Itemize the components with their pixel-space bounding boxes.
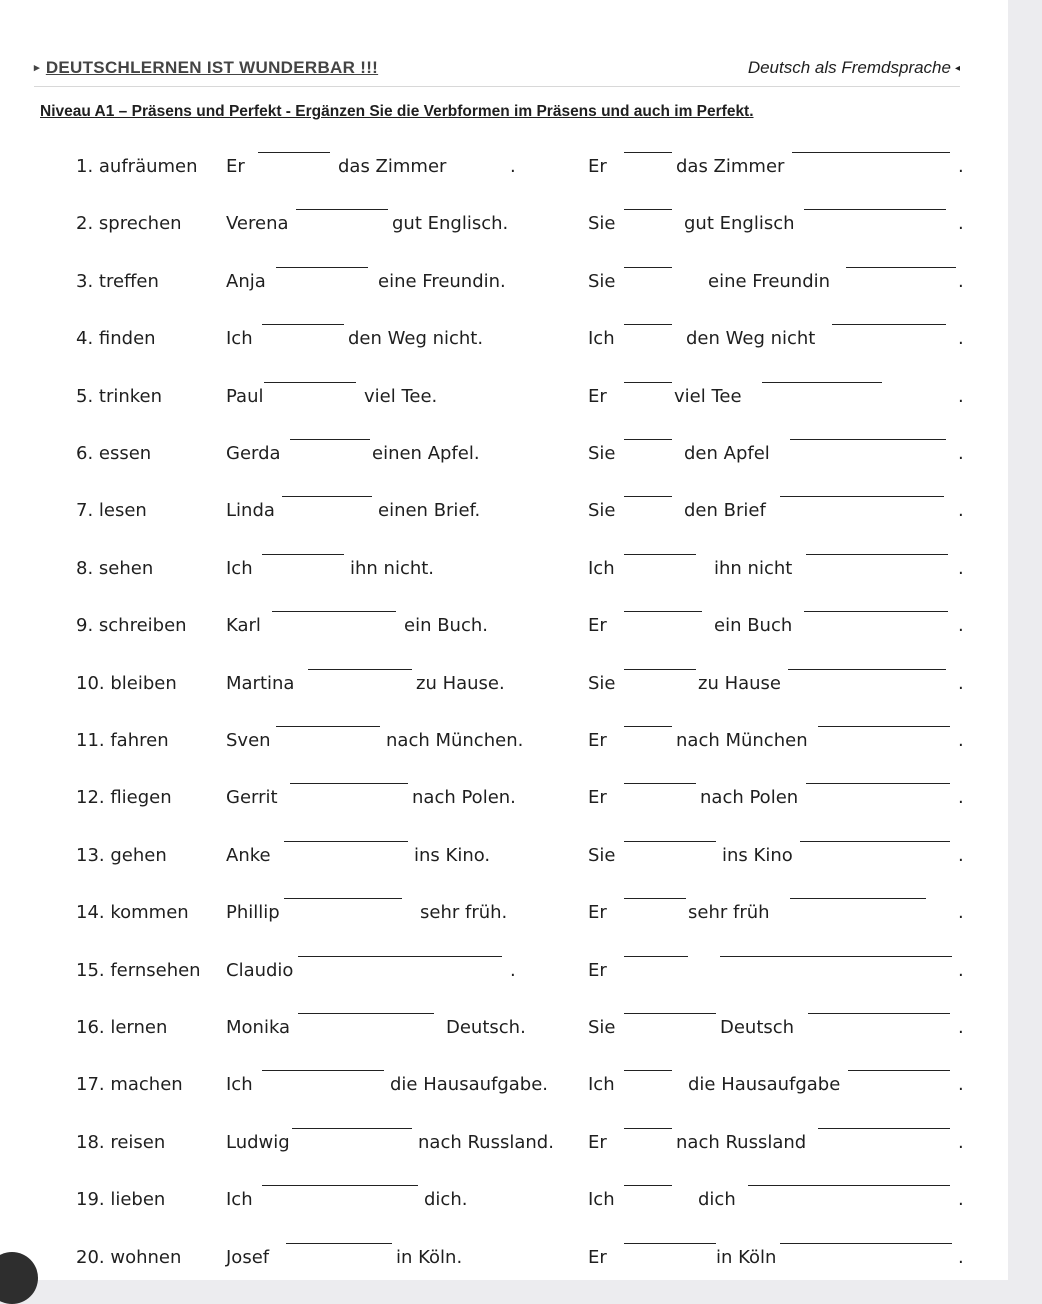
present-sentence-rest: in Köln. xyxy=(396,1246,463,1268)
perfect-participle-blank[interactable] xyxy=(788,669,946,670)
perfect-aux-blank[interactable] xyxy=(624,1070,672,1071)
period-mark: . xyxy=(958,672,964,694)
perfect-subject: Ich xyxy=(588,557,615,579)
perfect-participle-blank[interactable] xyxy=(792,152,950,153)
present-verb-blank[interactable] xyxy=(262,324,344,325)
exercise-row xyxy=(0,1013,1008,1043)
perfect-participle-blank[interactable] xyxy=(720,956,952,957)
exercise-row xyxy=(0,726,1008,756)
perfect-sentence-rest: die Hausaufgabe xyxy=(688,1074,841,1096)
exercise-row xyxy=(0,669,1008,699)
period-mark: . xyxy=(958,730,964,751)
exercise-row xyxy=(0,1243,1008,1273)
perfect-sentence-rest: das Zimmer xyxy=(676,156,785,177)
present-verb-blank[interactable] xyxy=(308,669,412,670)
exercise-row xyxy=(0,783,1008,813)
present-subject: Martina xyxy=(226,672,295,694)
present-verb-blank[interactable] xyxy=(284,841,408,842)
present-verb-blank[interactable] xyxy=(262,1070,384,1071)
perfect-subject: Sie xyxy=(588,844,616,866)
perfect-aux-blank[interactable] xyxy=(624,841,716,842)
period-mark: . xyxy=(958,385,964,407)
perfect-aux-blank[interactable] xyxy=(624,1185,672,1186)
period-mark: . xyxy=(958,1246,964,1268)
perfect-sentence-rest: ihn nicht xyxy=(714,557,793,579)
present-subject: Anke xyxy=(226,844,271,866)
perfect-participle-blank[interactable] xyxy=(808,1013,950,1014)
exercise-row xyxy=(0,1128,1008,1158)
present-subject: Gerda xyxy=(226,443,281,464)
perfect-subject: Sie xyxy=(588,500,616,522)
present-subject: Gerrit xyxy=(226,787,278,809)
present-verb-blank[interactable] xyxy=(284,898,402,899)
perfect-aux-blank[interactable] xyxy=(624,1128,672,1129)
period-mark: . xyxy=(958,787,964,809)
perfect-aux-blank[interactable] xyxy=(624,956,688,957)
present-sentence-rest: den Weg nicht. xyxy=(348,328,484,350)
perfect-aux-blank[interactable] xyxy=(624,1013,716,1014)
period-mark: . xyxy=(958,902,964,924)
exercise-verb-label: 16. lernen xyxy=(76,1017,168,1038)
perfect-subject: Er xyxy=(588,787,607,809)
instruction-line: Niveau A1 – Präsens und Perfekt - Ergänzen Sie die Verbformen im Präsens und auch im Perfekt. xyxy=(40,103,754,120)
perfect-aux-blank[interactable] xyxy=(624,1243,716,1244)
perfect-sentence-rest: den Apfel xyxy=(684,443,770,464)
exercise-row xyxy=(0,209,1008,239)
perfect-subject: Er xyxy=(588,615,607,637)
present-sentence-rest: einen Apfel. xyxy=(372,443,480,464)
perfect-aux-blank[interactable] xyxy=(624,669,696,670)
perfect-subject: Er xyxy=(588,1131,607,1153)
present-subject: Anja xyxy=(226,270,266,292)
perfect-sentence-rest: viel Tee xyxy=(674,385,742,407)
perfect-aux-blank[interactable] xyxy=(624,382,672,383)
perfect-sentence-rest: eine Freundin xyxy=(708,270,831,292)
period-mark: . xyxy=(958,959,964,981)
perfect-aux-blank[interactable] xyxy=(624,554,696,555)
exercise-row xyxy=(0,1185,1008,1215)
perfect-sentence-rest: Deutsch xyxy=(720,1017,795,1038)
perfect-sentence-rest: ein Buch xyxy=(714,615,793,637)
present-subject: Ich xyxy=(226,1074,253,1096)
perfect-aux-blank[interactable] xyxy=(624,439,672,440)
perfect-subject: Er xyxy=(588,902,607,924)
perfect-participle-blank[interactable] xyxy=(846,267,956,268)
perfect-participle-blank[interactable] xyxy=(832,324,946,325)
perfect-aux-blank[interactable] xyxy=(624,611,702,612)
exercise-row xyxy=(0,841,1008,871)
present-sentence-rest: die Hausaufgabe. xyxy=(390,1074,549,1096)
exercise-row xyxy=(0,611,1008,641)
present-subject: Verena xyxy=(226,213,289,235)
perfect-subject: Er xyxy=(588,385,607,407)
perfect-subject: Sie xyxy=(588,443,616,464)
present-sentence-rest: ihn nicht. xyxy=(350,557,435,579)
exercise-verb-label: 18. reisen xyxy=(76,1131,166,1153)
perfect-sentence-rest: gut Englisch xyxy=(684,213,795,235)
present-verb-blank[interactable] xyxy=(298,956,502,957)
perfect-subject: Er xyxy=(588,730,607,751)
period-mark: . xyxy=(958,270,964,292)
perfect-participle-blank[interactable] xyxy=(800,841,950,842)
perfect-participle-blank[interactable] xyxy=(806,783,950,784)
period-mark: . xyxy=(958,1074,964,1096)
exercise-verb-label: 19. lieben xyxy=(76,1189,166,1211)
perfect-aux-blank[interactable] xyxy=(624,496,672,497)
perfect-participle-blank[interactable] xyxy=(762,382,882,383)
present-sentence-rest: zu Hause. xyxy=(416,672,505,694)
present-sentence-rest: dich. xyxy=(424,1189,468,1211)
present-verb-blank[interactable] xyxy=(258,152,330,153)
period-mark: . xyxy=(958,213,964,235)
present-sentence-rest: nach Russland. xyxy=(418,1131,554,1153)
exercise-verb-label: 9. schreiben xyxy=(76,615,187,637)
present-verb-blank[interactable] xyxy=(264,382,356,383)
present-subject: Paul xyxy=(226,385,264,407)
exercise-row xyxy=(0,1070,1008,1100)
period-mark: . xyxy=(958,156,964,177)
present-subject: Phillip xyxy=(226,902,280,924)
exercise-verb-label: 3. treffen xyxy=(76,270,159,292)
present-verb-blank[interactable] xyxy=(262,1185,418,1186)
present-verb-blank[interactable] xyxy=(298,1013,434,1014)
exercise-verb-label: 10. bleiben xyxy=(76,672,177,694)
present-sentence-rest: einen Brief. xyxy=(378,500,481,522)
present-subject: Claudio xyxy=(226,959,294,981)
perfect-sentence-rest: nach München xyxy=(676,730,808,751)
present-sentence-rest: eine Freundin. xyxy=(378,270,506,292)
exercise-verb-label: 8. sehen xyxy=(76,557,154,579)
perfect-aux-blank[interactable] xyxy=(624,783,696,784)
present-sentence-rest: gut Englisch. xyxy=(392,213,509,235)
present-subject: Ich xyxy=(226,557,253,579)
perfect-sentence-rest: nach Polen xyxy=(700,787,799,809)
period-mark: . xyxy=(958,557,964,579)
perfect-subject: Er xyxy=(588,1246,607,1268)
exercise-verb-label: 11. fahren xyxy=(76,730,169,751)
period-mark: . xyxy=(510,959,516,981)
present-subject: Karl xyxy=(226,615,261,637)
present-subject: Monika xyxy=(226,1017,291,1038)
exercise-row xyxy=(0,152,1008,182)
perfect-subject: Sie xyxy=(588,1017,616,1038)
present-verb-blank[interactable] xyxy=(272,611,396,612)
present-subject: Sven xyxy=(226,730,271,751)
present-verb-blank[interactable] xyxy=(286,1243,392,1244)
period-mark: . xyxy=(958,443,964,464)
period-mark: . xyxy=(958,328,964,350)
perfect-aux-blank[interactable] xyxy=(624,152,672,153)
present-subject: Ich xyxy=(226,328,253,350)
exercise-row xyxy=(0,898,1008,928)
perfect-sentence-rest: dich xyxy=(698,1189,736,1211)
exercise-verb-label: 4. finden xyxy=(76,328,156,350)
triangle-marker-icon: ▸ xyxy=(34,62,40,74)
exercise-verb-label: 17. machen xyxy=(76,1074,183,1096)
perfect-participle-blank[interactable] xyxy=(790,439,946,440)
present-verb-blank[interactable] xyxy=(290,783,408,784)
perfect-sentence-rest: den Weg nicht xyxy=(686,328,816,350)
exercise-row xyxy=(0,956,1008,986)
present-sentence-rest: sehr früh. xyxy=(420,902,508,924)
triangle-marker-right-icon: ◂ xyxy=(954,63,960,74)
perfect-sentence-rest: den Brief xyxy=(684,500,766,522)
perfect-subject: Ich xyxy=(588,328,615,350)
perfect-subject: Er xyxy=(588,959,607,981)
exercise-row xyxy=(0,439,1008,469)
perfect-sentence-rest: zu Hause xyxy=(698,672,782,694)
perfect-sentence-rest: in Köln xyxy=(716,1246,777,1268)
exercise-row xyxy=(0,324,1008,354)
period-mark: . xyxy=(958,500,964,522)
exercise-verb-label: 12. fliegen xyxy=(76,787,172,809)
perfect-participle-blank[interactable] xyxy=(818,726,950,727)
present-sentence-rest: ein Buch. xyxy=(404,615,488,637)
perfect-aux-blank[interactable] xyxy=(624,324,672,325)
exercise-verb-label: 15. fernsehen xyxy=(76,959,201,981)
perfect-participle-blank[interactable] xyxy=(790,898,926,899)
title-text: DEUTSCHLERNEN IST WUNDERBAR !!! xyxy=(45,58,379,77)
present-verb-blank[interactable] xyxy=(282,496,372,497)
exercise-verb-label: 2. sprechen xyxy=(76,213,182,235)
exercise-verb-label: 6. essen xyxy=(76,443,152,464)
perfect-participle-blank[interactable] xyxy=(780,1243,952,1244)
exercise-verb-label: 13. gehen xyxy=(76,844,167,866)
present-subject: Er xyxy=(226,156,245,177)
present-verb-blank[interactable] xyxy=(296,209,388,210)
perfect-sentence-rest: nach Russland xyxy=(676,1131,807,1153)
perfect-subject: Er xyxy=(588,156,607,177)
perfect-participle-blank[interactable] xyxy=(748,1185,950,1186)
exercise-row xyxy=(0,267,1008,297)
perfect-sentence-rest: ins Kino xyxy=(722,844,793,866)
exercise-row xyxy=(0,496,1008,526)
perfect-subject: Ich xyxy=(588,1189,615,1211)
present-subject: Linda xyxy=(226,500,275,522)
perfect-aux-blank[interactable] xyxy=(624,726,672,727)
exercise-row xyxy=(0,382,1008,412)
exercise-verb-label: 7. lesen xyxy=(76,500,147,522)
perfect-participle-blank[interactable] xyxy=(848,1070,950,1071)
perfect-participle-blank[interactable] xyxy=(806,554,948,555)
present-subject: Ludwig xyxy=(226,1131,290,1153)
perfect-subject: Sie xyxy=(588,270,616,292)
perfect-participle-blank[interactable] xyxy=(804,209,946,210)
present-verb-blank[interactable] xyxy=(290,439,370,440)
present-sentence-rest: Deutsch. xyxy=(446,1017,526,1038)
present-verb-blank[interactable] xyxy=(276,726,380,727)
exercise-row xyxy=(0,554,1008,584)
exercise-verb-label: 1. aufräumen xyxy=(76,156,198,177)
perfect-participle-blank[interactable] xyxy=(804,611,948,612)
period-mark: . xyxy=(958,1131,964,1153)
perfect-aux-blank[interactable] xyxy=(624,209,672,210)
perfect-aux-blank[interactable] xyxy=(624,898,686,899)
exercise-verb-label: 20. wohnen xyxy=(76,1246,182,1268)
present-sentence-rest: nach München. xyxy=(386,730,524,751)
subtitle-text: Deutsch als Fremdsprache xyxy=(747,58,951,77)
exercise-verb-label: 5. trinken xyxy=(76,385,163,407)
present-sentence-rest: ins Kino. xyxy=(414,844,491,866)
present-subject: Josef xyxy=(226,1246,270,1268)
perfect-participle-blank[interactable] xyxy=(780,496,944,497)
perfect-subject: Sie xyxy=(588,672,616,694)
perfect-subject: Sie xyxy=(588,213,616,235)
perfect-sentence-rest: sehr früh xyxy=(688,902,770,924)
perfect-aux-blank[interactable] xyxy=(624,267,672,268)
present-verb-blank[interactable] xyxy=(276,267,368,268)
present-verb-blank[interactable] xyxy=(292,1128,412,1129)
present-sentence-rest: nach Polen. xyxy=(412,787,516,809)
perfect-subject: Ich xyxy=(588,1074,615,1096)
period-mark: . xyxy=(958,1189,964,1211)
present-verb-blank[interactable] xyxy=(262,554,344,555)
perfect-participle-blank[interactable] xyxy=(818,1128,950,1129)
period-mark: . xyxy=(958,844,964,866)
present-sentence-rest: das Zimmer xyxy=(338,156,447,177)
exercise-verb-label: 14. kommen xyxy=(76,902,189,924)
period-mark: . xyxy=(958,1017,964,1038)
period-mark: . xyxy=(958,615,964,637)
present-subject: Ich xyxy=(226,1189,253,1211)
period-mark: . xyxy=(510,156,516,177)
present-sentence-rest: viel Tee. xyxy=(364,385,438,407)
